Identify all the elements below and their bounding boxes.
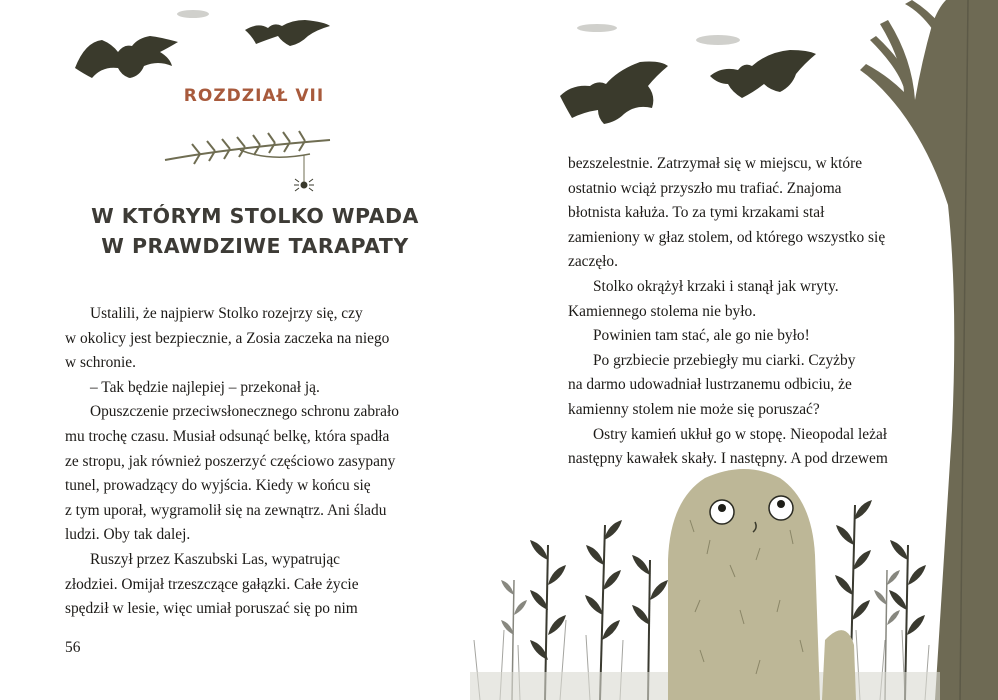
text-line: Powinien tam stać, ale go nie było! <box>593 327 810 345</box>
bat-icon <box>710 50 816 98</box>
text-line: w schronie. <box>65 354 136 372</box>
chapter-title <box>80 201 430 261</box>
text-line: ostatnio wciąż przyszło mu trafiać. Znajoma <box>568 179 842 197</box>
page-number: 56 <box>65 639 81 656</box>
left-page-text <box>65 302 399 622</box>
text-line: złodziei. Omijał trzeszczące gałązki. Całe życie <box>65 575 359 593</box>
bat-icon <box>560 62 668 125</box>
chapter-title-line: W KTÓRYM STOLKO WPADA <box>91 204 419 228</box>
stolko-creature-icon <box>668 469 856 700</box>
text-line: na darmo udowadniał lustrzanemu odbiciu, że <box>568 376 852 394</box>
cloud-icon <box>577 24 617 32</box>
bat-icon <box>75 36 178 78</box>
text-line: błotnista kałuża. To za tymi krzakami stał <box>568 204 825 222</box>
text-line: bezszelestnie. Zatrzymał się w miejscu, w które <box>568 155 863 172</box>
text-line: z tym uporał, wygramolił się na zewnątrz. Ani śladu <box>65 501 387 519</box>
text-line: spędził w lesie, więc umiał poruszać się po nim <box>65 600 358 618</box>
text-line: zaczęło. <box>568 253 618 271</box>
text-line: Ustalili, że najpierw Stolko rozejrzy się, czy <box>90 305 363 322</box>
chapter-title-line: W PRAWDZIWE TARAPATY <box>101 234 409 258</box>
cloud-icon <box>696 35 740 45</box>
text-line: następny kawałek skały. I następny. A pod drzewem <box>568 450 888 468</box>
text-line: Kamiennego stolema nie było. <box>568 302 757 320</box>
text-line: Ostry kamień ukłuł go w stopę. Nieopodal leżał <box>593 425 888 443</box>
pine-branch-icon <box>165 131 330 182</box>
text-line: ze stropu, jak również poszerzyć częściowo zasypany <box>65 452 396 470</box>
text-line: zamieniony w głaz stolem, od którego wszystko się <box>568 228 886 246</box>
text-line: mu trochę czasu. Musiał odsunąć belkę, która spadła <box>65 427 390 445</box>
text-line: Ruszył przez Kaszubski Las, wypatrując <box>90 550 341 568</box>
text-line: kamienny stolem nie może się poruszać? <box>568 400 820 418</box>
text-line: Opuszczenie przeciwsłonecznego schronu zabrało <box>90 403 399 421</box>
chapter-label: ROZDZIAŁ VII <box>183 86 325 106</box>
text-line: w okolicy jest bezpiecznie, a Zosia zaczeka na niego <box>65 329 390 347</box>
bat-icon <box>245 20 330 46</box>
text-line: – Tak będzie najlepiej – przekonał ją. <box>90 378 320 396</box>
text-line: Stolko okrążył krzaki i stanął jak wryty. <box>593 277 839 295</box>
text-line: tunel, prowadzący do wyjścia. Kiedy w końcu się <box>65 477 371 495</box>
right-page-text <box>568 152 888 472</box>
text-line: Po grzbiecie przebiegły mu ciarki. Czyżby <box>593 351 856 369</box>
text-line: ludzi. Oby tak dalej. <box>65 526 191 544</box>
cloud-icon <box>177 10 209 18</box>
